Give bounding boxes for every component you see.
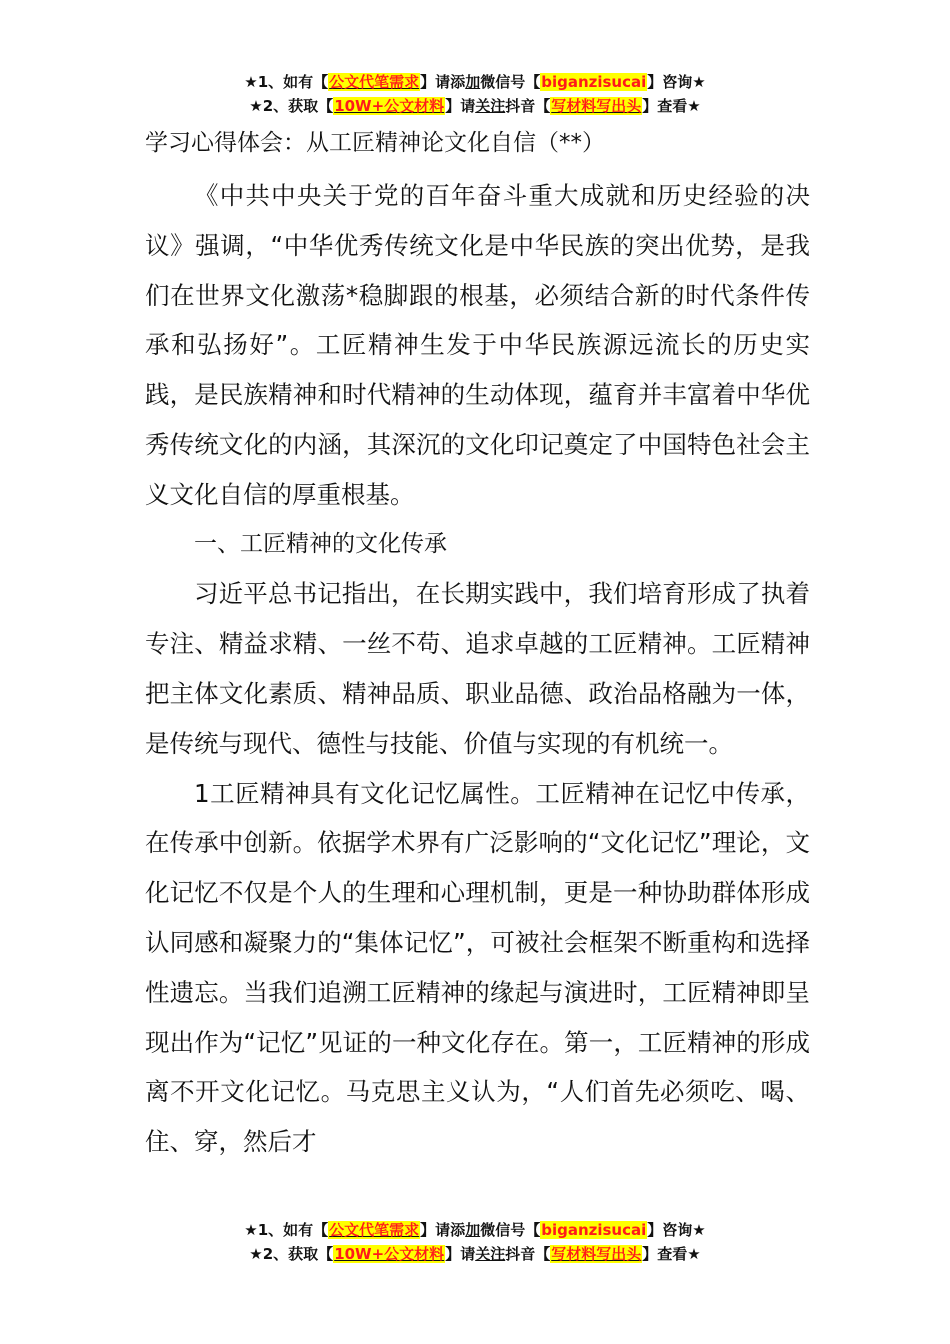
highlight-service: 公文代笔需求 bbox=[329, 73, 420, 91]
highlight-service: 公文代笔需求 bbox=[329, 1221, 420, 1239]
document-title: 学习心得体会：从工匠精神论文化自信（**） bbox=[145, 130, 605, 156]
paragraph-intro: 《中共中央关于党的百年奋斗重大成就和历史经验的决议》强调，“中华优秀传统文化是中华民族的突出优势，是我们在世界文化激荡*稳脚跟的根基，必须结合新的时代条件传承和弘扬好”。工匠精神生发于中华民族源远流长的历史实践，是民族精神和时代精神的生动体现，蕴育并丰富着中华优秀传统文化的内涵，其深沉的文化印记奠定了中国特色社会主义文化自信的厚重根基。 bbox=[145, 181, 810, 509]
document-body bbox=[145, 121, 810, 1167]
promo-line-1: ★1、如有【公文代笔需求】请添加微信号【biganzisucai】咨询★ bbox=[244, 1221, 706, 1239]
section-heading: 一、工匠精神的文化传承 bbox=[194, 530, 447, 557]
highlight-douyin-account: 写材料写出头 bbox=[551, 1245, 642, 1263]
paragraph-cultural-memory: 1工匠精神具有文化记忆属性。工匠精神在记忆中传承，在传承中创新。依据学术界有广泛影响的“文化记忆”理论，文化记忆不仅是个人的生理和心理机制，更是一种协助群体形成认同感和凝聚力的“集体记忆”，可被社会框架不断重构和选择性遗忘。当我们追溯工匠精神的缘起与演进时，工匠精神即呈现出作为“记忆”见证的一种文化存在。第一，工匠精神的形成离不开文化记忆。马克思主义认为，“人们首先必须吃、喝、住、穿，然后才 bbox=[145, 778, 810, 1157]
highlight-wechat-id: biganzisucai bbox=[541, 73, 647, 91]
paragraph-xi-quote: 习近平总书记指出，在长期实践中，我们培育形成了执着专注、精益求精、一丝不苟、追求卓越的工匠精神。工匠精神把主体文化素质、精神品质、职业品德、政治品格融为一体，是传统与现代、德性与技能、价值与实现的有机统一。 bbox=[145, 579, 810, 758]
promo-line-1: ★1、如有【公文代笔需求】请添加微信号【biganzisucai】咨询★ bbox=[244, 73, 706, 91]
promo-banner-bottom bbox=[0, 1218, 950, 1266]
highlight-materials: 10W+公文材料 bbox=[334, 1245, 445, 1263]
highlight-wechat-id: biganzisucai bbox=[541, 1221, 647, 1239]
highlight-douyin-account: 写材料写出头 bbox=[551, 97, 642, 115]
highlight-materials: 10W+公文材料 bbox=[334, 97, 445, 115]
promo-line-2: ★2、获取【10W+公文材料】请关注抖音【写材料写出头】查看★ bbox=[249, 97, 701, 115]
promo-banner-top bbox=[0, 70, 950, 118]
promo-line-2: ★2、获取【10W+公文材料】请关注抖音【写材料写出头】查看★ bbox=[249, 1245, 701, 1263]
